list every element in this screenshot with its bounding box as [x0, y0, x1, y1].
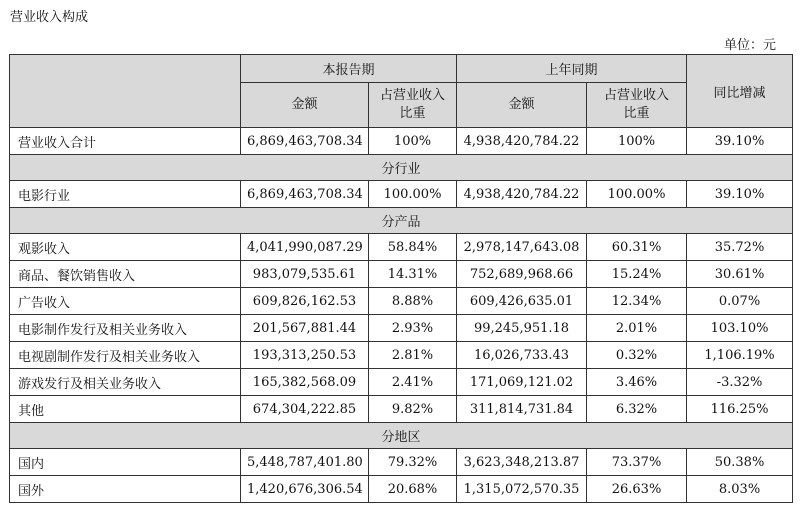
prior-share-cell: 26.63% — [587, 476, 687, 503]
share-header-line2: 比重 — [623, 106, 650, 121]
prior-share-cell: 60.31% — [587, 234, 687, 261]
table-row — [10, 342, 793, 369]
prior-share-cell: 0.32% — [587, 342, 687, 369]
total-row — [10, 128, 793, 155]
table-row — [10, 369, 793, 396]
prior-period-header: 上年同期 — [457, 55, 687, 83]
prior-share-cell: 12.34% — [587, 288, 687, 315]
total-row-label: 营业收入合计 — [10, 128, 241, 155]
yoy-change-cell: 35.72% — [687, 234, 793, 261]
prior-amount-cell: 311,814,731.84 — [457, 396, 587, 423]
prior-share-cell: 73.37% — [587, 449, 687, 476]
total-prior-amount: 4,938,420,784.22 — [457, 128, 587, 155]
current-share-cell: 9.82% — [369, 396, 457, 423]
table-row — [10, 288, 793, 315]
current-share-cell: 58.84% — [369, 234, 457, 261]
section-header-row — [10, 208, 793, 234]
current-period-header: 本报告期 — [241, 55, 457, 83]
current-share-cell: 20.68% — [369, 476, 457, 503]
row-label-cell: 游戏发行及相关业务收入 — [10, 369, 241, 396]
prior-amount-cell: 609,426,635.01 — [457, 288, 587, 315]
current-amount-cell: 1,420,676,306.54 — [241, 476, 369, 503]
table-row — [10, 315, 793, 342]
section-header-row — [10, 155, 793, 181]
row-label-cell: 观影收入 — [10, 234, 241, 261]
current-share-cell: 14.31% — [369, 261, 457, 288]
table-row — [10, 396, 793, 423]
current-share-cell: 2.81% — [369, 342, 457, 369]
current-amount-cell: 674,304,222.85 — [241, 396, 369, 423]
table-row — [10, 234, 793, 261]
yoy-change-cell: 39.10% — [687, 181, 793, 208]
prior-share-cell: 3.46% — [587, 369, 687, 396]
prior-share-cell: 15.24% — [587, 261, 687, 288]
current-amount-cell: 983,079,535.61 — [241, 261, 369, 288]
prior-amount-cell: 4,938,420,784.22 — [457, 181, 587, 208]
current-share-cell: 79.32% — [369, 449, 457, 476]
row-label-cell: 其他 — [10, 396, 241, 423]
yoy-change-cell: 1,106.19% — [687, 342, 793, 369]
share-header-line1: 占营业收入 — [380, 88, 446, 103]
row-label-cell: 电影制作发行及相关业务收入 — [10, 315, 241, 342]
row-label-cell: 国外 — [10, 476, 241, 503]
header-row-1 — [10, 55, 793, 83]
row-label-cell: 电影行业 — [10, 181, 241, 208]
total-prior-share: 100% — [587, 128, 687, 155]
prior-amount-cell: 2,978,147,643.08 — [457, 234, 587, 261]
section-label: 分产品 — [10, 208, 793, 234]
current-amount-cell: 5,448,787,401.80 — [241, 449, 369, 476]
current-amount-cell: 4,041,990,087.29 — [241, 234, 369, 261]
row-label-cell: 电视剧制作发行及相关业务收入 — [10, 342, 241, 369]
yoy-change-cell: 50.38% — [687, 449, 793, 476]
section-label: 分地区 — [10, 423, 793, 449]
prior-amount-cell: 16,026,733.43 — [457, 342, 587, 369]
prior-share-cell: 6.32% — [587, 396, 687, 423]
current-share-cell: 2.41% — [369, 369, 457, 396]
prior-amount-cell: 1,315,072,570.35 — [457, 476, 587, 503]
current-amount-cell: 193,313,250.53 — [241, 342, 369, 369]
current-amount-cell: 201,567,881.44 — [241, 315, 369, 342]
table-row — [10, 476, 793, 503]
revenue-composition-table — [9, 54, 793, 503]
current-share-header — [369, 83, 457, 128]
row-label-cell: 国内 — [10, 449, 241, 476]
prior-share-header — [587, 83, 687, 128]
yoy-change-header: 同比增减 — [687, 55, 793, 128]
yoy-change-cell: 8.03% — [687, 476, 793, 503]
prior-amount-cell: 171,069,121.02 — [457, 369, 587, 396]
share-header-line1: 占营业收入 — [604, 88, 670, 103]
row-label-cell: 广告收入 — [10, 288, 241, 315]
prior-share-cell: 100.00% — [587, 181, 687, 208]
current-amount-cell: 165,382,568.09 — [241, 369, 369, 396]
yoy-change-cell: 116.25% — [687, 396, 793, 423]
share-header-line2: 比重 — [399, 106, 426, 121]
current-amount-cell: 6,869,463,708.34 — [241, 181, 369, 208]
current-share-cell: 2.93% — [369, 315, 457, 342]
prior-amount-cell: 99,245,951.18 — [457, 315, 587, 342]
table-body — [10, 55, 793, 503]
yoy-change-cell: 30.61% — [687, 261, 793, 288]
total-current-amount: 6,869,463,708.34 — [241, 128, 369, 155]
prior-amount-cell: 752,689,968.66 — [457, 261, 587, 288]
prior-amount-cell: 3,623,348,213.87 — [457, 449, 587, 476]
current-share-cell: 100.00% — [369, 181, 457, 208]
unit-label: 单位：元 — [723, 38, 776, 53]
yoy-change-cell: 0.07% — [687, 288, 793, 315]
table-row — [10, 449, 793, 476]
yoy-change-cell: -3.32% — [687, 369, 793, 396]
page-title: 营业收入构成 — [10, 10, 89, 25]
table-row — [10, 261, 793, 288]
prior-share-cell: 2.01% — [587, 315, 687, 342]
total-yoy-change: 39.10% — [687, 128, 793, 155]
table-row — [10, 181, 793, 208]
section-label: 分行业 — [10, 155, 793, 181]
current-amount-cell: 609,826,162.53 — [241, 288, 369, 315]
total-current-share: 100% — [369, 128, 457, 155]
current-share-cell: 8.88% — [369, 288, 457, 315]
current-amount-header: 金额 — [241, 83, 369, 128]
section-header-row — [10, 423, 793, 449]
yoy-change-cell: 103.10% — [687, 315, 793, 342]
prior-amount-header: 金额 — [457, 83, 587, 128]
row-label-header — [10, 55, 241, 128]
row-label-cell: 商品、餐饮销售收入 — [10, 261, 241, 288]
